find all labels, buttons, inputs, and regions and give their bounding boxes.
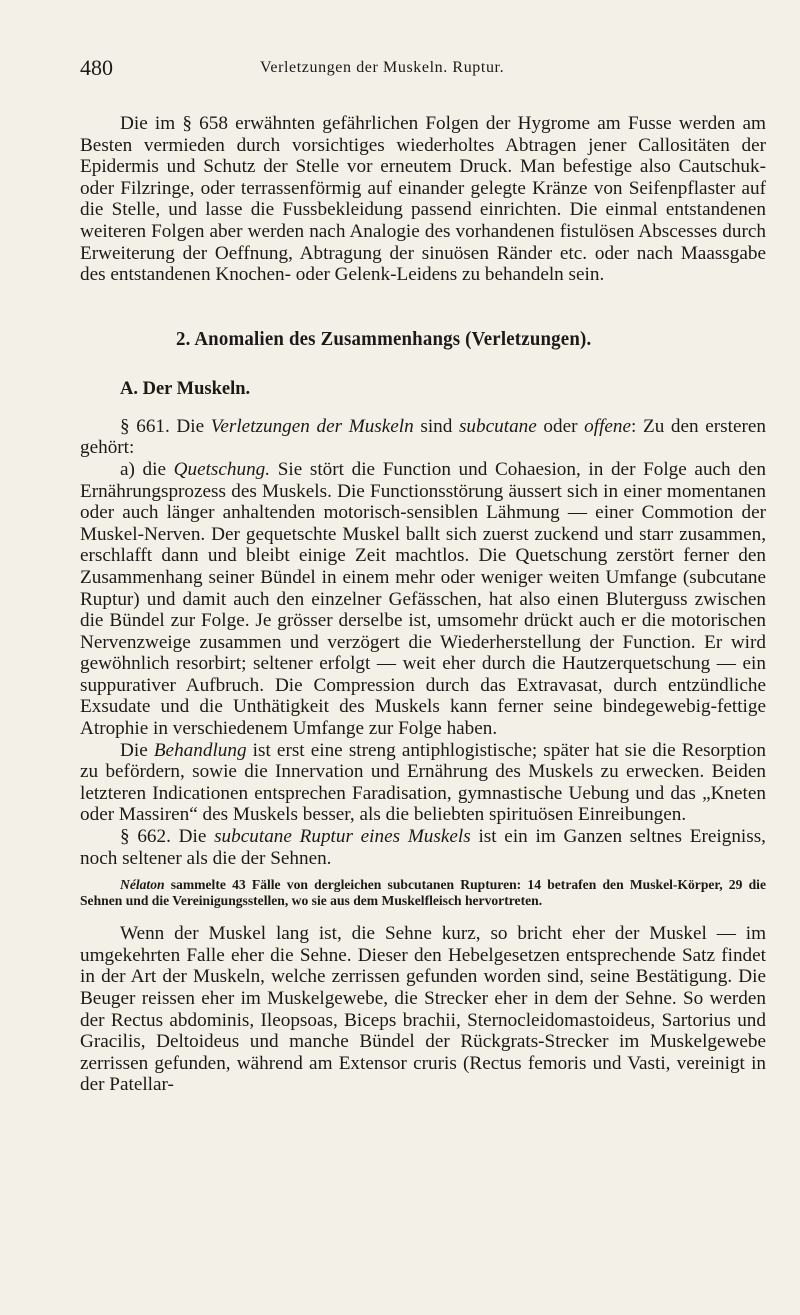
- text-run: ist ein im Ganzen seltnes Ereigniss, noch seltener als die der Sehnen.: [80, 826, 766, 869]
- emphasis: Quetschung.: [173, 458, 271, 480]
- paragraph-quetschung: [80, 459, 766, 740]
- text-run: ist erst eine streng antiphlogistische; später hat sie die Resorption zu befördern, sowie die Innervation und Ernährung des Muskels zu erwecken. Beiden letzteren Indicationen entsprechen Faradisation, gymnastische Uebung und das „Kneten oder Massiren“ des Muskels besser, als die beliebten spirituösen Einreibungen.: [80, 739, 766, 826]
- emphasis: subcutane: [458, 415, 537, 437]
- text-run: : Zu den ersteren gehört:: [80, 415, 766, 459]
- running-title: Verletzungen der Muskeln. Ruptur.: [260, 59, 505, 76]
- emphasis: offene: [584, 415, 632, 437]
- text-run: sind: [413, 415, 459, 437]
- page-number: 480: [80, 55, 113, 80]
- text-run: § 661. Die: [120, 415, 211, 437]
- text-run: Sie stört die Function und Cohaesion, in der Folge auch den Ernährungsprozess des Muskels. Die Functionsstörung äussert sich in einer momentanen oder auch länger anhaltenden motorisch-sensiblen Lähmung — einer Commotion der Muskel-Nerven. Der gequetschte Muskel ballt sich zuerst zuckend und starr zusammen, erschlafft dann und bleibt einige Zeit machtlos. Die Quetschung zerstört ferner den Zusammenhang seiner Bündel in einem mehr oder weniger weiten Umfange (subcutane Ruptur) und damit auch den einzelner Gefässchen, hat also einen Bluterguss zwischen die Bündel zur Folge. Je grösser derselbe ist, umsomehr drückt auch er die motorischen Nervenzweige zusammen und verzögert die Wiederherstellung der Function. Er wird gewöhnlich resorbirt; seltener erfolgt — weit eher durch die Hautzerquetschung — ein suppurativer Aufbruch. Die Compression durch das Extravasat, durch entzündliche Exsudate und die Unthätigkeit des Muskels kann ferner seine bindegewebig-fettige Atrophie in verschiedenem Umfange zur Folge haben.: [80, 458, 766, 740]
- text-run: sammelte 43 Fälle von dergleichen subcutanen Rupturen: 14 betrafen den Muskel-Körper, 29 die Sehnen und die Vereinigungsstellen, wo sie aus dem Muskelfleisch hervortreten.: [80, 877, 766, 909]
- section-heading: 2. Anomalien des Zusammenhangs (Verletzungen).: [176, 327, 592, 350]
- emphasis: Verletzungen der Muskeln: [210, 415, 414, 437]
- running-head: [80, 55, 766, 95]
- text-run: a) die: [120, 458, 174, 480]
- text-run: § 662. Die: [120, 826, 215, 848]
- paragraph-behandlung: [80, 740, 766, 826]
- emphasis: Nélaton: [120, 877, 165, 893]
- sub-heading: A. Der Muskeln.: [120, 378, 251, 399]
- paragraph-hygrome-treatment: Die im § 658 erwähnten gefährlichen Folgen der Hygrome am Fusse werden am Besten vermieden durch vorsichtiges wiederholtes Abtragen jener Callositäten der Epidermis und Schutz der Stelle vor erneutem Druck. Man befestige also Cautschuk- oder Filzringe, oder terrassenförmig auf einander gelegte Kränze von Seifenpflaster auf die Stelle, und lasse die Fussbekleidung passend einrichten. Die einmal entstandenen weiteren Folgen aber werden nach Analogie des vorhandenen fistulösen Abscesses durch Erweiterung der Oeffnung, Abtragung der sinuösen Ränder etc. oder nach Maassgabe des entstandenen Knochen- oder Gelenk-Leidens zu behandeln sein.: [80, 113, 766, 286]
- emphasis: subcutane Ruptur eines Muskels: [214, 826, 471, 848]
- text-run: Die: [120, 739, 154, 761]
- emphasis: Behandlung: [153, 739, 247, 761]
- paragraph-muskel-sehne: Wenn der Muskel lang ist, die Sehne kurz, so bricht eher der Muskel — im umgekehrten Falle eher die Sehne. Dieser den Hebelgesetzen entsprechende Satz findet in der Art der Muskeln, welche zerrissen gefunden worden sind, seine Bestätigung. Die Beuger reissen eher im Muskelgewebe, die Strecker eher in dem der Sehne. So werden der Rectus abdominis, Ileopsoas, Biceps brachii, Sternocleidomastoideus, Sartorius und Gracilis, Deltoideus und manche Bündel der Rückgrats-Strecker im Muskelgewebe zerrissen gefunden, während am Extensor cruris (Rectus femoris und Vasti, vereinigt in der Patellar-: [80, 923, 766, 1096]
- note-nelaton: [80, 877, 766, 909]
- paragraph-661: [80, 416, 766, 459]
- text-run: oder: [536, 415, 585, 437]
- paragraph-662: [80, 826, 766, 869]
